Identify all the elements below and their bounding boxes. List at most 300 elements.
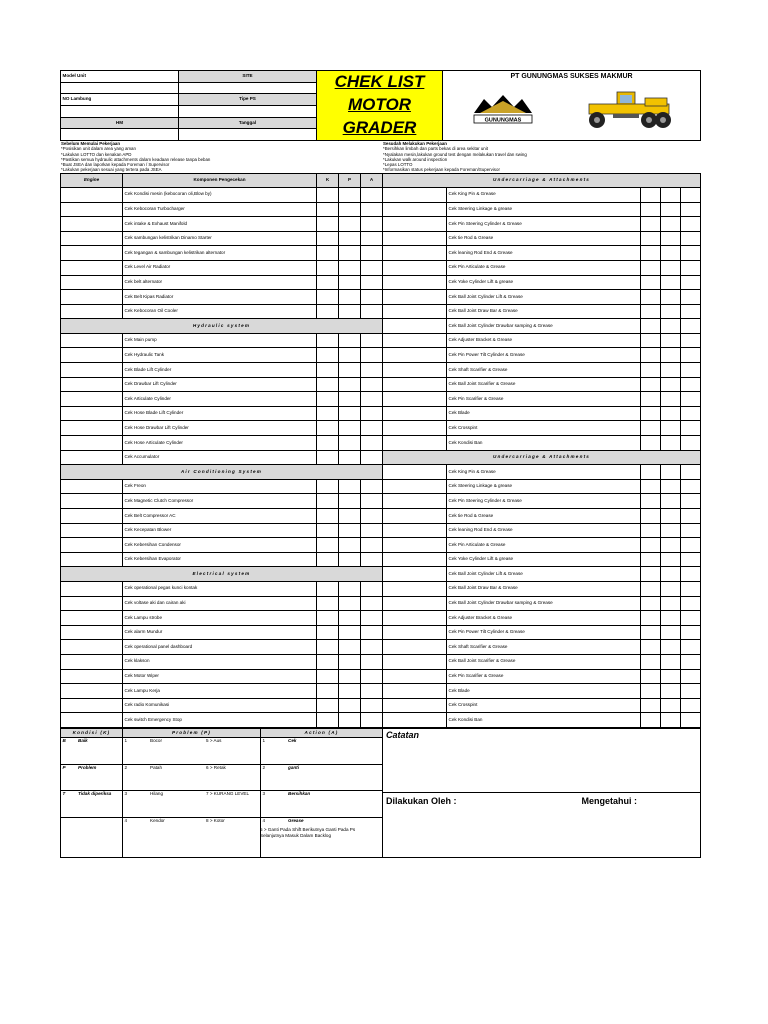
right-blank-cell[interactable]: [383, 479, 447, 494]
p-checkbox[interactable]: [339, 698, 361, 713]
p-checkbox[interactable]: [661, 581, 681, 596]
right-blank-cell[interactable]: [383, 377, 447, 392]
a-checkbox[interactable]: [361, 523, 383, 538]
a-checkbox[interactable]: [361, 377, 383, 392]
right-blank-cell[interactable]: [383, 596, 447, 611]
a-checkbox[interactable]: [361, 552, 383, 567]
k-checkbox[interactable]: [317, 406, 339, 421]
right-blank-cell[interactable]: [383, 654, 447, 669]
p-checkbox[interactable]: [339, 669, 361, 684]
a-checkbox[interactable]: [681, 260, 701, 275]
k-checkbox[interactable]: [317, 509, 339, 524]
right-blank-cell[interactable]: [383, 217, 447, 232]
a-checkbox[interactable]: [681, 538, 701, 553]
k-checkbox[interactable]: [317, 552, 339, 567]
a-checkbox[interactable]: [681, 698, 701, 713]
a-checkbox[interactable]: [361, 625, 383, 640]
p-checkbox[interactable]: [339, 596, 361, 611]
a-checkbox[interactable]: [361, 436, 383, 451]
engine-cell[interactable]: [61, 640, 123, 655]
a-checkbox[interactable]: [361, 669, 383, 684]
k-checkbox[interactable]: [317, 494, 339, 509]
p-checkbox[interactable]: [339, 290, 361, 305]
tipe-ps-value[interactable]: [179, 105, 317, 117]
engine-cell[interactable]: [61, 436, 123, 451]
a-checkbox[interactable]: [681, 231, 701, 246]
a-checkbox[interactable]: [681, 333, 701, 348]
engine-cell[interactable]: [61, 231, 123, 246]
engine-cell[interactable]: [61, 377, 123, 392]
a-checkbox[interactable]: [361, 611, 383, 626]
p-checkbox[interactable]: [661, 596, 681, 611]
engine-cell[interactable]: [61, 538, 123, 553]
a-checkbox[interactable]: [681, 596, 701, 611]
p-checkbox[interactable]: [661, 406, 681, 421]
p-checkbox[interactable]: [661, 684, 681, 699]
k-checkbox[interactable]: [641, 669, 661, 684]
p-checkbox[interactable]: [339, 202, 361, 217]
a-checkbox[interactable]: [361, 596, 383, 611]
a-checkbox[interactable]: [681, 669, 701, 684]
right-blank-cell[interactable]: [383, 611, 447, 626]
k-checkbox[interactable]: [317, 187, 339, 202]
p-checkbox[interactable]: [339, 625, 361, 640]
a-checkbox[interactable]: [681, 304, 701, 319]
model-unit-label: Model Unit: [61, 71, 179, 83]
k-checkbox[interactable]: [317, 260, 339, 275]
right-blank-cell[interactable]: [383, 202, 447, 217]
a-checkbox[interactable]: [681, 363, 701, 378]
p-checkbox[interactable]: [661, 246, 681, 261]
a-checkbox[interactable]: [681, 246, 701, 261]
engine-cell[interactable]: [61, 392, 123, 407]
a-checkbox[interactable]: [681, 654, 701, 669]
a-checkbox[interactable]: [681, 494, 701, 509]
a-checkbox[interactable]: [681, 479, 701, 494]
a-checkbox[interactable]: [681, 421, 701, 436]
right-blank-cell[interactable]: [383, 713, 447, 728]
k-checkbox[interactable]: [317, 538, 339, 553]
a-checkbox[interactable]: [361, 640, 383, 655]
a-checkbox[interactable]: [681, 625, 701, 640]
right-blank-cell[interactable]: [383, 494, 447, 509]
p-checkbox[interactable]: [339, 611, 361, 626]
engine-cell[interactable]: [61, 202, 123, 217]
p-checkbox[interactable]: [661, 611, 681, 626]
engine-cell[interactable]: [61, 552, 123, 567]
k-checkbox[interactable]: [641, 275, 661, 290]
a-checkbox[interactable]: [681, 406, 701, 421]
engine-cell[interactable]: [61, 669, 123, 684]
p-checkbox[interactable]: [661, 523, 681, 538]
right-blank-cell[interactable]: [383, 290, 447, 305]
k-checkbox[interactable]: [317, 581, 339, 596]
p-checkbox[interactable]: [661, 217, 681, 232]
a-checkbox[interactable]: [361, 494, 383, 509]
engine-cell[interactable]: [61, 246, 123, 261]
a-checkbox[interactable]: [361, 479, 383, 494]
right-blank-cell[interactable]: [383, 669, 447, 684]
catatan-notes[interactable]: [383, 740, 700, 793]
p-checkbox[interactable]: [661, 290, 681, 305]
k-checkbox[interactable]: [641, 406, 661, 421]
k-checkbox[interactable]: [317, 640, 339, 655]
a-checkbox[interactable]: [681, 713, 701, 728]
p-checkbox[interactable]: [661, 333, 681, 348]
engine-cell[interactable]: [61, 421, 123, 436]
k-checkbox[interactable]: [641, 436, 661, 451]
catatan-area[interactable]: [383, 728, 701, 857]
k-checkbox[interactable]: [641, 611, 661, 626]
k-checkbox[interactable]: [317, 479, 339, 494]
a-checkbox[interactable]: [361, 406, 383, 421]
k-checkbox[interactable]: [317, 217, 339, 232]
right-blank-cell[interactable]: [383, 523, 447, 538]
right-blank-cell[interactable]: [383, 333, 447, 348]
engine-cell[interactable]: [61, 625, 123, 640]
k-checkbox[interactable]: [641, 567, 661, 582]
k-checkbox[interactable]: [641, 581, 661, 596]
engine-cell[interactable]: [61, 363, 123, 378]
p-checkbox[interactable]: [661, 304, 681, 319]
p-checkbox[interactable]: [339, 713, 361, 728]
a-checkbox[interactable]: [681, 436, 701, 451]
p-checkbox[interactable]: [661, 421, 681, 436]
k-checkbox[interactable]: [641, 392, 661, 407]
p-checkbox[interactable]: [339, 654, 361, 669]
k-checkbox[interactable]: [641, 625, 661, 640]
left-check-item: Cek Drawbar Lift Cylinder: [123, 377, 317, 392]
left-check-item: Cek belt alternator: [123, 275, 317, 290]
a-checkbox[interactable]: [361, 450, 383, 465]
p-checkbox[interactable]: [661, 187, 681, 202]
right-blank-cell[interactable]: [383, 581, 447, 596]
engine-cell[interactable]: [61, 713, 123, 728]
k-checkbox[interactable]: [641, 640, 661, 655]
k-checkbox[interactable]: [317, 625, 339, 640]
p-checkbox[interactable]: [661, 377, 681, 392]
right-check-item: Cek tie Rod & Grease: [447, 231, 641, 246]
k-checkbox[interactable]: [641, 494, 661, 509]
k-checkbox[interactable]: [641, 479, 661, 494]
p-checkbox[interactable]: [661, 479, 681, 494]
right-blank-cell[interactable]: [383, 275, 447, 290]
a-checkbox[interactable]: [361, 538, 383, 553]
engine-cell[interactable]: [61, 333, 123, 348]
k-checkbox[interactable]: [641, 523, 661, 538]
k-checkbox[interactable]: [317, 421, 339, 436]
k-checkbox[interactable]: [641, 187, 661, 202]
right-blank-cell[interactable]: [383, 698, 447, 713]
right-blank-cell[interactable]: [383, 421, 447, 436]
a-checkbox[interactable]: [361, 275, 383, 290]
a-checkbox[interactable]: [681, 290, 701, 305]
k-checkbox[interactable]: [641, 217, 661, 232]
p-checkbox[interactable]: [661, 625, 681, 640]
k-checkbox[interactable]: [317, 304, 339, 319]
k-checkbox[interactable]: [641, 596, 661, 611]
right-blank-cell[interactable]: [383, 406, 447, 421]
p-checkbox[interactable]: [339, 436, 361, 451]
p-checkbox[interactable]: [339, 581, 361, 596]
k-checkbox[interactable]: [641, 304, 661, 319]
k-checkbox[interactable]: [317, 363, 339, 378]
engine-cell[interactable]: [61, 654, 123, 669]
a-checkbox[interactable]: [681, 187, 701, 202]
a-checkbox[interactable]: [361, 333, 383, 348]
a-checkbox[interactable]: [361, 202, 383, 217]
right-blank-cell[interactable]: [383, 552, 447, 567]
k-checkbox[interactable]: [317, 523, 339, 538]
right-blank-cell[interactable]: [383, 640, 447, 655]
a-checkbox[interactable]: [681, 465, 701, 480]
engine-cell[interactable]: [61, 611, 123, 626]
a-checkbox[interactable]: [361, 246, 383, 261]
right-blank-cell[interactable]: [383, 319, 447, 334]
right-blank-cell[interactable]: [383, 304, 447, 319]
left-check-item: Cek Motor Wiper: [123, 669, 317, 684]
p-checkbox[interactable]: [339, 523, 361, 538]
right-blank-cell[interactable]: [383, 348, 447, 363]
tanggal-value[interactable]: [179, 129, 317, 141]
right-blank-cell[interactable]: [383, 538, 447, 553]
k-checkbox[interactable]: [641, 363, 661, 378]
a-checkbox[interactable]: [681, 509, 701, 524]
hm-value[interactable]: [61, 129, 179, 141]
p-checkbox[interactable]: [339, 231, 361, 246]
p-checkbox[interactable]: [661, 202, 681, 217]
right-blank-cell[interactable]: [383, 231, 447, 246]
k-checkbox[interactable]: [641, 377, 661, 392]
engine-cell[interactable]: [61, 290, 123, 305]
p-checkbox[interactable]: [339, 552, 361, 567]
k-checkbox[interactable]: [317, 377, 339, 392]
a-checkbox[interactable]: [361, 713, 383, 728]
a-checkbox[interactable]: [361, 392, 383, 407]
p-checkbox[interactable]: [339, 494, 361, 509]
k-checkbox[interactable]: [317, 684, 339, 699]
k-checkbox[interactable]: [317, 290, 339, 305]
k-checkbox[interactable]: [641, 654, 661, 669]
a-checkbox[interactable]: [681, 611, 701, 626]
p-checkbox[interactable]: [661, 698, 681, 713]
a-checkbox[interactable]: [681, 640, 701, 655]
engine-cell[interactable]: [61, 684, 123, 699]
a-checkbox[interactable]: [681, 275, 701, 290]
right-blank-cell[interactable]: [383, 436, 447, 451]
engine-cell[interactable]: [61, 494, 123, 509]
a-checkbox[interactable]: [361, 684, 383, 699]
right-blank-cell[interactable]: [383, 187, 447, 202]
p-checkbox[interactable]: [339, 217, 361, 232]
engine-cell[interactable]: [61, 217, 123, 232]
k-checkbox[interactable]: [317, 698, 339, 713]
a-checkbox[interactable]: [361, 581, 383, 596]
a-checkbox[interactable]: [681, 348, 701, 363]
a-checkbox[interactable]: [361, 421, 383, 436]
k-checkbox[interactable]: [641, 552, 661, 567]
a-checkbox[interactable]: [361, 654, 383, 669]
p-checkbox[interactable]: [661, 713, 681, 728]
problem-label: Kendor: [149, 817, 205, 857]
p-checkbox[interactable]: [661, 509, 681, 524]
a-checkbox[interactable]: [361, 187, 383, 202]
k-checkbox[interactable]: [641, 698, 661, 713]
k-checkbox[interactable]: [317, 275, 339, 290]
right-blank-cell[interactable]: [383, 246, 447, 261]
a-checkbox[interactable]: [361, 509, 383, 524]
p-checkbox[interactable]: [339, 348, 361, 363]
engine-cell[interactable]: [61, 596, 123, 611]
p-checkbox[interactable]: [661, 436, 681, 451]
k-checkbox[interactable]: [641, 290, 661, 305]
no-lambung-value[interactable]: [61, 105, 179, 117]
k-checkbox[interactable]: [317, 654, 339, 669]
p-checkbox[interactable]: [339, 406, 361, 421]
p-checkbox[interactable]: [339, 187, 361, 202]
engine-cell[interactable]: [61, 187, 123, 202]
p-checkbox[interactable]: [661, 654, 681, 669]
a-checkbox[interactable]: [361, 217, 383, 232]
engine-cell[interactable]: [61, 698, 123, 713]
p-checkbox[interactable]: [339, 684, 361, 699]
k-checkbox[interactable]: [641, 509, 661, 524]
right-blank-cell[interactable]: [383, 260, 447, 275]
kondisi-code: T: [61, 791, 77, 818]
k-checkbox[interactable]: [641, 465, 661, 480]
a-checkbox[interactable]: [361, 260, 383, 275]
p-checkbox[interactable]: [339, 246, 361, 261]
engine-cell[interactable]: [61, 304, 123, 319]
engine-cell[interactable]: [61, 581, 123, 596]
k-checkbox[interactable]: [317, 246, 339, 261]
k-checkbox[interactable]: [317, 231, 339, 246]
a-checkbox[interactable]: [681, 552, 701, 567]
k-checkbox[interactable]: [317, 392, 339, 407]
a-checkbox[interactable]: [361, 304, 383, 319]
right-blank-cell[interactable]: [383, 363, 447, 378]
p-checkbox[interactable]: [339, 392, 361, 407]
p-checkbox[interactable]: [339, 377, 361, 392]
k-checkbox[interactable]: [641, 713, 661, 728]
right-blank-cell[interactable]: [383, 509, 447, 524]
site-value[interactable]: [179, 82, 317, 94]
p-checkbox[interactable]: [661, 538, 681, 553]
model-unit-value[interactable]: [61, 82, 179, 94]
right-check-item: Cek Pin Scarifier & Grease: [447, 669, 641, 684]
a-checkbox[interactable]: [681, 523, 701, 538]
a-checkbox[interactable]: [361, 363, 383, 378]
p-checkbox[interactable]: [339, 479, 361, 494]
right-check-item: Cek King Pin & Grease: [447, 465, 641, 480]
a-checkbox[interactable]: [361, 348, 383, 363]
a-checkbox[interactable]: [681, 581, 701, 596]
p-checkbox[interactable]: [661, 392, 681, 407]
k-checkbox[interactable]: [317, 436, 339, 451]
engine-cell[interactable]: [61, 479, 123, 494]
engine-cell[interactable]: [61, 406, 123, 421]
p-checkbox[interactable]: [661, 348, 681, 363]
a-checkbox[interactable]: [681, 319, 701, 334]
k-checkbox[interactable]: [641, 684, 661, 699]
right-blank-cell[interactable]: [383, 392, 447, 407]
k-checkbox[interactable]: [317, 202, 339, 217]
k-checkbox[interactable]: [641, 260, 661, 275]
k-checkbox[interactable]: [317, 611, 339, 626]
engine-cell[interactable]: [61, 348, 123, 363]
a-checkbox[interactable]: [681, 377, 701, 392]
right-blank-cell[interactable]: [383, 625, 447, 640]
a-checkbox[interactable]: [681, 567, 701, 582]
k-checkbox[interactable]: [317, 596, 339, 611]
p-checkbox[interactable]: [661, 669, 681, 684]
engine-cell[interactable]: [61, 523, 123, 538]
p-checkbox[interactable]: [661, 231, 681, 246]
p-checkbox[interactable]: [661, 319, 681, 334]
k-checkbox[interactable]: [641, 319, 661, 334]
k-checkbox[interactable]: [641, 348, 661, 363]
k-checkbox[interactable]: [317, 713, 339, 728]
p-checkbox[interactable]: [661, 260, 681, 275]
a-checkbox[interactable]: [681, 392, 701, 407]
k-checkbox[interactable]: [641, 246, 661, 261]
k-checkbox[interactable]: [641, 538, 661, 553]
right-blank-cell[interactable]: [383, 567, 447, 582]
k-checkbox[interactable]: [641, 231, 661, 246]
p-checkbox[interactable]: [661, 494, 681, 509]
p-checkbox[interactable]: [661, 363, 681, 378]
engine-cell[interactable]: [61, 260, 123, 275]
p-checkbox[interactable]: [661, 640, 681, 655]
k-checkbox[interactable]: [641, 421, 661, 436]
right-blank-cell[interactable]: [383, 684, 447, 699]
engine-cell[interactable]: [61, 450, 123, 465]
k-checkbox[interactable]: [317, 333, 339, 348]
k-checkbox[interactable]: [641, 333, 661, 348]
right-blank-cell[interactable]: [383, 465, 447, 480]
a-checkbox[interactable]: [681, 202, 701, 217]
table-row: [61, 392, 701, 407]
p-checkbox[interactable]: [661, 465, 681, 480]
p-checkbox[interactable]: [339, 304, 361, 319]
p-checkbox[interactable]: [661, 275, 681, 290]
engine-cell[interactable]: [61, 509, 123, 524]
a-checkbox[interactable]: [361, 231, 383, 246]
p-checkbox[interactable]: [339, 421, 361, 436]
left-check-item: Cek Belt Kipas Radiator: [123, 290, 317, 305]
k-checkbox[interactable]: [317, 669, 339, 684]
p-checkbox[interactable]: [339, 509, 361, 524]
a-checkbox[interactable]: [361, 698, 383, 713]
p-checkbox[interactable]: [339, 333, 361, 348]
a-checkbox[interactable]: [361, 290, 383, 305]
p-checkbox[interactable]: [661, 567, 681, 582]
p-checkbox[interactable]: [339, 363, 361, 378]
p-checkbox[interactable]: [339, 260, 361, 275]
a-checkbox[interactable]: [681, 684, 701, 699]
a-checkbox[interactable]: [681, 217, 701, 232]
p-checkbox[interactable]: [339, 640, 361, 655]
p-checkbox[interactable]: [339, 538, 361, 553]
right-check-item: Cek Blade: [447, 406, 641, 421]
k-checkbox[interactable]: [641, 202, 661, 217]
k-checkbox[interactable]: [317, 450, 339, 465]
p-checkbox[interactable]: [339, 275, 361, 290]
p-checkbox[interactable]: [661, 552, 681, 567]
k-checkbox[interactable]: [317, 348, 339, 363]
p-checkbox[interactable]: [339, 450, 361, 465]
engine-cell[interactable]: [61, 275, 123, 290]
